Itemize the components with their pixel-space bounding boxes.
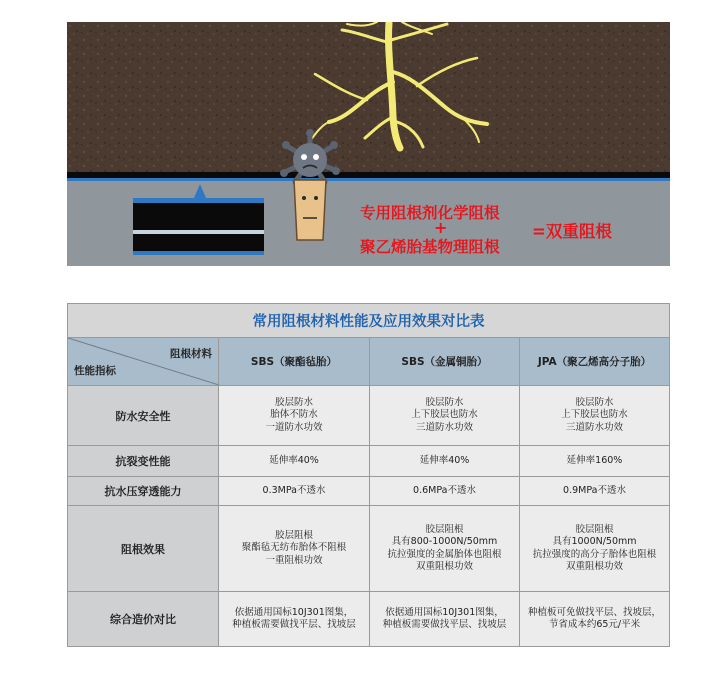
cell-line: 延伸率40%	[419, 454, 470, 466]
cell-line: 一重阻根功效	[265, 554, 323, 566]
row-label-cost-comparison: 综合造价对比	[68, 592, 219, 647]
table-cell	[219, 477, 370, 506]
table-cell	[520, 386, 670, 446]
table-cell	[219, 592, 370, 647]
cell-line: 延伸率160%	[566, 454, 623, 466]
table-cell	[370, 592, 520, 647]
cell-line: 具有1000N/50mm	[552, 536, 637, 547]
table-row	[68, 506, 670, 592]
cell-line: 依据通用国标10J301图集，	[234, 606, 354, 618]
cell-line: 节省成本约65元/平米	[548, 619, 641, 630]
table-corner-header	[68, 338, 219, 386]
table-cell	[370, 386, 520, 446]
corner-index-label: 性能指标	[74, 365, 116, 377]
cell-line: 双重阻根功效	[565, 561, 623, 572]
cell-line: 上下胶层也防水	[561, 409, 628, 421]
cell-line: 胶层防水	[274, 396, 313, 408]
slogan-physical: 聚乙烯胎基物理阻根	[360, 238, 500, 256]
table-cell	[370, 446, 520, 477]
column-header-sbs-polyester: SBS（聚酯毡胎）	[219, 338, 370, 386]
table-cell	[219, 386, 370, 446]
column-header-jpa: JPA（聚乙烯高分子胎）	[520, 338, 670, 386]
cell-line: 聚酯毡无纺布胎体不阻根	[241, 542, 347, 554]
table-cell	[520, 506, 670, 592]
cell-line: 0.6MPa不透水	[413, 484, 476, 496]
table-title: 常用阻根材料性能及应用效果对比表	[68, 304, 670, 338]
table-cell	[219, 446, 370, 477]
slogan-plus: +	[434, 218, 448, 237]
cell-line: 具有800-1000N/50mm	[391, 536, 498, 547]
table-cell	[370, 506, 520, 592]
table-row	[68, 477, 670, 506]
corner-material-label: 阻根材料	[170, 348, 212, 360]
cell-line: 延伸率40%	[269, 454, 319, 466]
table-cell	[370, 477, 520, 506]
cell-line: 三道防水功效	[415, 421, 473, 433]
comparison-table-wrapper	[67, 303, 669, 647]
cell-line: 0.3MPa不透水	[262, 484, 326, 496]
cell-line: 抗拉强度的高分子胎体也阻根	[532, 548, 657, 560]
cell-line: 依据通用国标10J301图集，	[385, 606, 504, 618]
table-row	[68, 446, 670, 477]
cell-line: 一道防水功效	[265, 421, 323, 433]
cell-line: 胶层阻根	[575, 523, 614, 535]
table-cell	[520, 477, 670, 506]
cell-line: 胶层阻根	[274, 529, 313, 541]
slogan-chemical: 专用阻根剂化学阻根	[360, 204, 500, 222]
table-cell	[520, 446, 670, 477]
cell-line: 胶层阻根	[425, 523, 464, 535]
cell-line: 种植板可免做找平层、找坡层，	[527, 606, 661, 618]
cell-line: 种植板需要做找平层、找坡层	[232, 619, 356, 630]
table-row	[68, 592, 670, 647]
cell-line: 上下胶层也防水	[411, 409, 478, 421]
root-barrier-illustration	[67, 22, 670, 266]
table-cell	[219, 506, 370, 592]
column-header-sbs-copper: SBS（金属铜胎）	[370, 338, 520, 386]
membrane-top-blue	[67, 178, 670, 181]
table-cell	[520, 592, 670, 647]
cell-line: 双重阻根功效	[415, 561, 473, 572]
cell-line: 胎体不防水	[270, 409, 318, 421]
comparison-table	[67, 303, 670, 647]
cell-line: 抗拉强度的金属胎体也阻根	[387, 548, 502, 560]
row-label-waterproof-safety: 防水安全性	[68, 386, 219, 446]
row-label-water-pressure: 抗水压穿透能力	[68, 477, 219, 506]
cell-line: 种植板需要做找平层、找坡层	[382, 619, 507, 630]
cell-line: 0.9MPa不透水	[563, 484, 626, 496]
membrane-top-black	[67, 172, 670, 178]
row-label-crack-resistance: 抗裂变性能	[68, 446, 219, 477]
cell-line: 三道防水功效	[565, 421, 623, 433]
table-row	[68, 386, 670, 446]
row-label-root-resistance: 阻根效果	[68, 506, 219, 592]
slogan-result: =双重阻根	[532, 222, 612, 241]
cell-line: 胶层防水	[575, 396, 614, 408]
cell-line: 胶层防水	[425, 396, 464, 408]
